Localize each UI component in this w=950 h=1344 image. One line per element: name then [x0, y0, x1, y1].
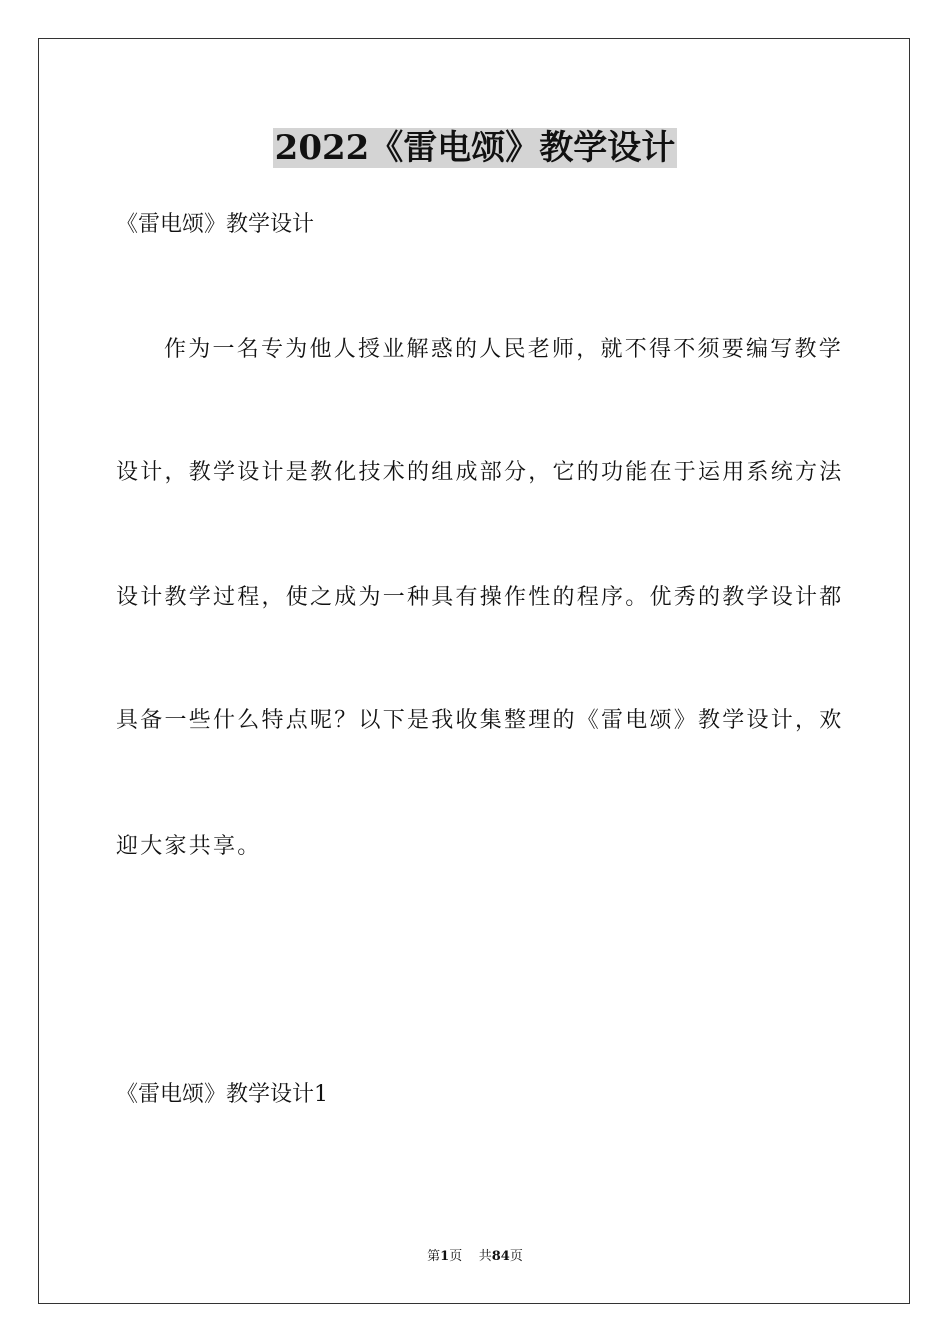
intro-line-4: 具备一些什么特点呢？以下是我收集整理的《雷电颂》教学设计，欢	[116, 708, 844, 733]
page-footer	[0, 1248, 950, 1266]
footer-page-suffix: 页	[449, 1249, 463, 1264]
document-title	[0, 126, 950, 170]
footer-total-suffix: 页	[509, 1249, 523, 1264]
document-title-text: 2022《雷电颂》教学设计	[274, 128, 676, 168]
footer-page-prefix: 第	[427, 1249, 441, 1264]
footer-total-pages: 84	[491, 1249, 510, 1264]
intro-line-2: 设计，教学设计是教化技术的组成部分，它的功能在于运用系统方法	[116, 460, 844, 485]
footer-page-number: 1	[440, 1249, 450, 1264]
intro-line-3: 设计教学过程，使之成为一种具有操作性的程序。优秀的教学设计都	[116, 585, 844, 610]
footer-total-prefix: 共	[478, 1249, 492, 1264]
document-subtitle: 《雷电颂》教学设计	[116, 212, 315, 237]
section-heading: 《雷电颂》教学设计1	[116, 1082, 328, 1107]
intro-line-5: 迎大家共享。	[116, 834, 262, 859]
intro-line-1: 作为一名专为他人授业解惑的人民老师，就不得不须要编写教学	[164, 337, 844, 362]
